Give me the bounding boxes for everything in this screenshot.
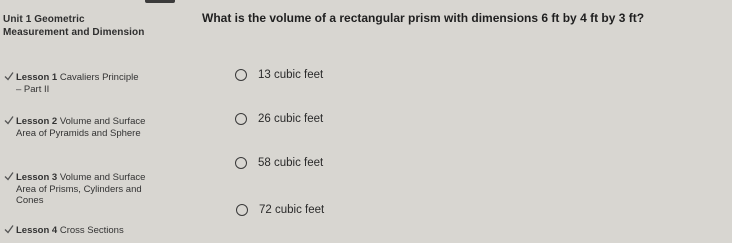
checkmark-icon: [4, 171, 14, 181]
sidebar-item-lesson-1[interactable]: [16, 72, 146, 95]
lesson-label: Lesson 1: [16, 72, 58, 83]
lesson-label: Lesson 3: [16, 172, 58, 183]
checkmark-icon: [4, 115, 14, 125]
radio-button-icon[interactable]: [235, 157, 247, 169]
answer-option-3[interactable]: [235, 155, 435, 171]
radio-button-icon[interactable]: [236, 204, 248, 216]
answer-option-label: 72 cubic feet: [259, 204, 325, 216]
question-text: What is the volume of a rectangular prism with dimensions 6 ft by 4 ft by 3 ft?: [202, 11, 645, 25]
lesson-title: Cross Sections: [59, 225, 124, 236]
checkmark-icon: [4, 71, 14, 81]
lesson-title: Cavaliers Principle – Part II: [16, 72, 139, 95]
answer-option-label: 13 cubic feet: [258, 69, 324, 81]
lesson-label: Lesson 2: [16, 116, 58, 127]
unit-title[interactable]: Unit 1 Geometric Measurement and Dimension: [3, 14, 145, 38]
answer-option-4[interactable]: [236, 202, 436, 218]
lesson-label: Lesson 4: [16, 225, 58, 236]
lesson-title: Volume and Surface Area of Pyramids and Sphere: [16, 116, 146, 139]
answer-option-1[interactable]: [235, 67, 435, 83]
radio-button-icon[interactable]: [235, 113, 247, 125]
sidebar-item-lesson-3[interactable]: [16, 172, 146, 207]
lesson-title: Volume and Surface Area of Prisms, Cylinders and Cones: [16, 172, 146, 206]
answer-option-label: 26 cubic feet: [258, 113, 324, 125]
checkmark-icon: [4, 224, 14, 234]
answer-option-2[interactable]: [235, 111, 435, 127]
radio-button-icon[interactable]: [235, 69, 247, 81]
answer-option-label: 58 cubic feet: [258, 157, 324, 169]
sidebar-item-lesson-2[interactable]: [16, 116, 146, 139]
lesson-sidebar: [0, 0, 170, 243]
sidebar-item-lesson-4[interactable]: [16, 225, 166, 237]
